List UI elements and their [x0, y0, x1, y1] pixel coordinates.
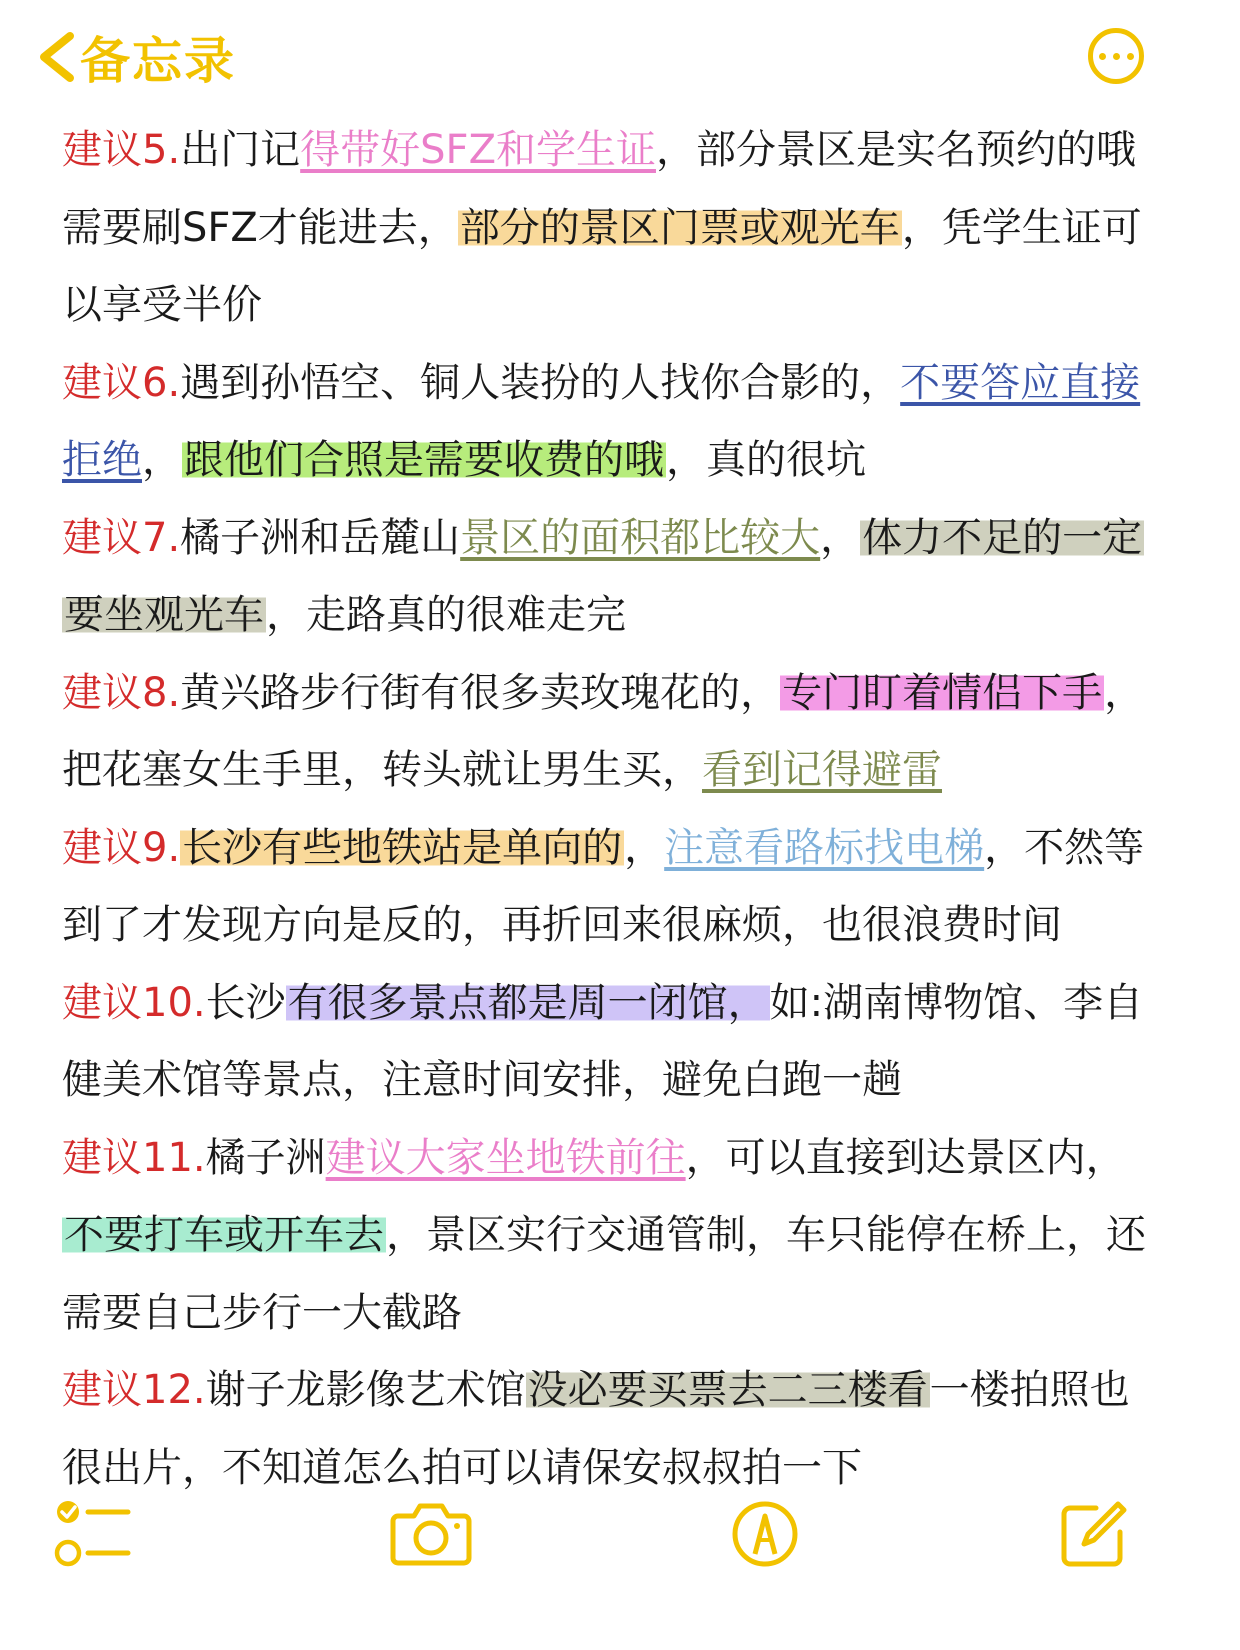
note-line: [62, 345, 1182, 423]
more-options-button[interactable]: [1088, 28, 1144, 84]
note-line: [62, 1120, 1182, 1198]
checklist-icon: [54, 1498, 132, 1570]
underlined-text: 景区的面积都比较大: [460, 514, 821, 561]
suggestion-label: 建议6.: [62, 359, 181, 406]
note-text: 到了才发现方向是反的，再折回来很麻烦，也很浪费时间: [62, 902, 1062, 948]
note-text: 需要自己步行一大截路: [62, 1289, 462, 1336]
note-line: [62, 965, 1182, 1043]
camera-button[interactable]: [390, 1498, 472, 1568]
note-text: ，: [142, 437, 182, 483]
ellipsis-dot: [1099, 53, 1106, 60]
highlighted-text: 部分的景区门票或观光车: [459, 204, 900, 251]
underlined-text: 拒绝: [62, 437, 142, 483]
compose-button[interactable]: [1058, 1498, 1130, 1570]
highlighted-text: 要坐观光车: [64, 592, 264, 638]
navigation-bar: [0, 0, 1240, 110]
note-line: [62, 1042, 1182, 1120]
underlined-text: 建议大家坐地铁前往: [325, 1134, 686, 1181]
underlined-text: 得带好SFZ和学生证: [300, 127, 656, 173]
note-line: [62, 1275, 1182, 1353]
note-text: ，真的很坑: [666, 437, 866, 483]
suggestion-label: 建议10.: [62, 979, 206, 1026]
note-text: 橘子洲: [205, 1134, 326, 1181]
markup-pen-icon: [730, 1498, 800, 1570]
note-text: 黄兴路步行街有很多卖玫瑰花的，: [180, 669, 781, 716]
note-text: ，走路真的很难走完: [266, 592, 626, 638]
note-text: 如:湖南博物馆、李自: [769, 979, 1144, 1026]
camera-icon: [390, 1498, 472, 1568]
note-text: 长沙: [205, 979, 286, 1026]
back-button[interactable]: [34, 22, 236, 92]
note-text: 遇到孙悟空、铜人装扮的人找你合影的，: [180, 359, 901, 406]
note-line: [62, 655, 1182, 733]
note-text: 把花塞女生手里，转头就让男生买，: [62, 747, 702, 793]
suggestion-label: 建议9.: [62, 824, 181, 871]
note-text: ，: [820, 514, 861, 561]
note-text: ，: [624, 824, 665, 871]
note-line: [62, 1352, 1182, 1430]
note-line: [62, 500, 1182, 578]
highlighted-text: 长沙有些地铁站是单向的: [182, 824, 623, 871]
note-text: ，不然等: [984, 824, 1145, 871]
underlined-text: 注意看路标找电梯: [664, 824, 985, 871]
note-text: ，部分景区是实名预约的哦: [655, 127, 1136, 173]
underlined-text: 看到记得避雷: [702, 747, 942, 793]
suggestion-label: 建议8.: [62, 669, 181, 716]
back-button-label: 备忘录: [80, 32, 236, 90]
ellipsis-dot: [1127, 53, 1134, 60]
note-line: [62, 1197, 1182, 1275]
note-text: 需要刷SFZ才能进去，: [62, 204, 458, 251]
note-line: [62, 267, 1182, 345]
highlighted-text: 有很多景点都是周一闭馆，: [287, 979, 768, 1026]
highlighted-text: 不要打车或开车去: [64, 1212, 384, 1258]
note-text: 出门记: [180, 127, 301, 173]
note-line: [62, 810, 1182, 888]
note-line: [62, 732, 1182, 810]
suggestion-label: 建议12.: [62, 1367, 206, 1413]
note-text: ，凭学生证可: [901, 204, 1142, 251]
note-text: ，: [1104, 669, 1145, 716]
highlighted-text: 跟他们合照是需要收费的哦: [184, 437, 664, 483]
note-text: ，景区实行交通管制，车只能停在桥上，还: [386, 1212, 1146, 1258]
note-line: [62, 190, 1182, 268]
note-text: ，可以直接到达景区内，: [685, 1134, 1126, 1181]
note-text: 很出片，不知道怎么拍可以请保安叔叔拍一下: [62, 1444, 862, 1491]
note-body[interactable]: [62, 112, 1182, 1507]
highlighted-text: 没必要买票去二三楼看: [527, 1367, 928, 1413]
compose-icon: [1058, 1498, 1130, 1570]
suggestion-label: 建议11.: [62, 1134, 206, 1181]
note-text: 以享受半价: [62, 282, 262, 328]
highlighted-text: 体力不足的一定: [862, 514, 1143, 561]
suggestion-label: 建议7.: [62, 514, 181, 561]
ellipsis-dot: [1113, 53, 1120, 60]
note-line: [62, 887, 1182, 965]
markup-button[interactable]: [730, 1498, 800, 1570]
highlighted-text: 专门盯着情侣下手: [782, 669, 1103, 716]
note-line: [62, 577, 1182, 655]
bottom-toolbar: [0, 1460, 1240, 1650]
note-text: 橘子洲和岳麓山: [180, 514, 461, 561]
chevron-left-icon: [34, 30, 78, 84]
note-line: [62, 422, 1182, 500]
note-text: 一楼拍照也: [929, 1367, 1130, 1413]
suggestion-label: 建议5.: [62, 127, 181, 173]
note-text: 健美术馆等景点，注意时间安排，避免白跑一趟: [62, 1057, 902, 1103]
checklist-button[interactable]: [54, 1498, 132, 1570]
note-text: 谢子龙影像艺术馆: [205, 1367, 526, 1413]
underlined-text: 不要答应直接: [900, 359, 1141, 406]
note-line: [62, 112, 1182, 190]
